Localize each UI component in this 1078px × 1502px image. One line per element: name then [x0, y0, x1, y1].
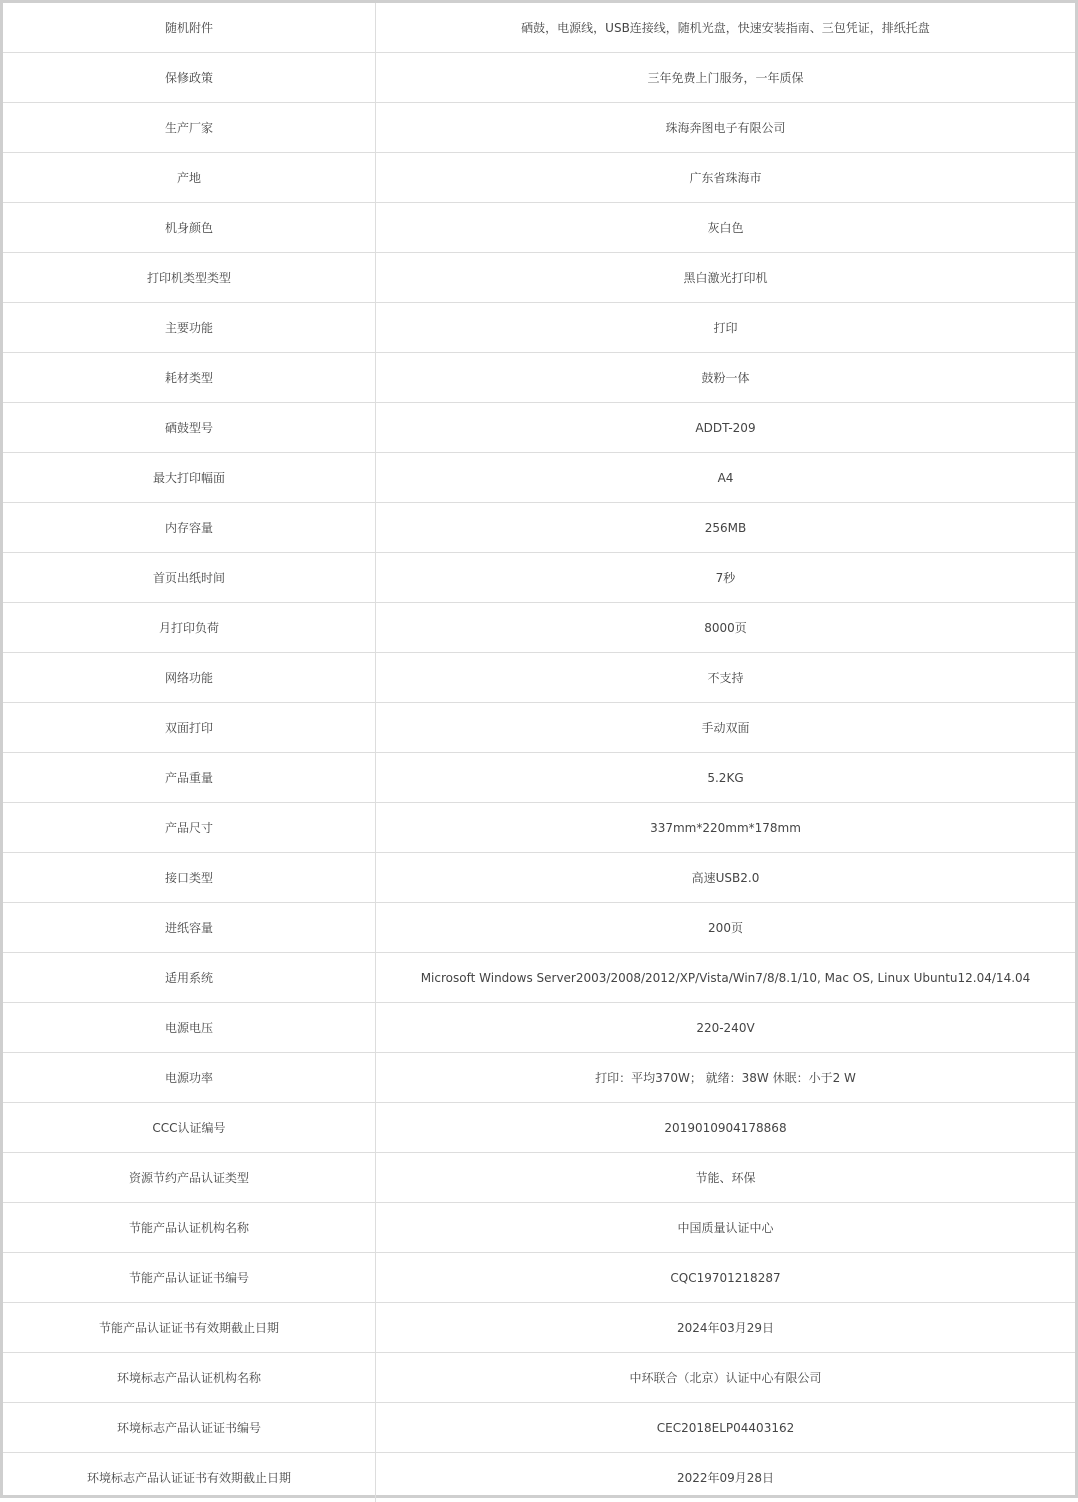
spec-value: 7秒 [376, 553, 1076, 603]
spec-row [3, 653, 1075, 703]
spec-label: 环境标志产品认证证书编号 [3, 1403, 376, 1453]
spec-row [3, 353, 1075, 403]
spec-value: 手动双面 [376, 703, 1076, 753]
spec-value: 广东省珠海市 [376, 153, 1076, 203]
spec-row [3, 153, 1075, 203]
spec-label: 主要功能 [3, 303, 376, 353]
spec-row [3, 803, 1075, 853]
spec-label: 节能产品认证证书编号 [3, 1253, 376, 1303]
spec-row [3, 403, 1075, 453]
spec-row [3, 53, 1075, 103]
spec-row [3, 1003, 1075, 1053]
spec-label: 电源电压 [3, 1003, 376, 1053]
spec-value: Microsoft Windows Server2003/2008/2012/XP/Vista/Win7/8/8.1/10, Mac OS, Linux Ubuntu12.04/14.04 [376, 953, 1076, 1003]
spec-row [3, 603, 1075, 653]
spec-label: 内存容量 [3, 503, 376, 553]
spec-value: CQC19701218287 [376, 1253, 1076, 1303]
spec-row [3, 703, 1075, 753]
spec-label: 硒鼓型号 [3, 403, 376, 453]
spec-label: 月打印负荷 [3, 603, 376, 653]
spec-value: ADDT-209 [376, 403, 1076, 453]
spec-row [3, 303, 1075, 353]
spec-value: 5.2KG [376, 753, 1076, 803]
spec-value: 打印：平均370W； 就绪：38W 休眠：小于2 W [376, 1053, 1076, 1103]
spec-value: 中环联合（北京）认证中心有限公司 [376, 1353, 1076, 1403]
spec-label: 电源功率 [3, 1053, 376, 1103]
spec-value: 8000页 [376, 603, 1076, 653]
spec-value: 打印 [376, 303, 1076, 353]
spec-row [3, 853, 1075, 903]
spec-value: 256MB [376, 503, 1076, 553]
spec-row [3, 203, 1075, 253]
spec-row [3, 1203, 1075, 1253]
spec-label: 接口类型 [3, 853, 376, 903]
spec-value: 2022年09月28日 [376, 1453, 1076, 1502]
spec-label: 双面打印 [3, 703, 376, 753]
spec-value: 灰白色 [376, 203, 1076, 253]
spec-value: A4 [376, 453, 1076, 503]
spec-row [3, 1103, 1075, 1153]
spec-value: 220-240V [376, 1003, 1076, 1053]
spec-label: 随机附件 [3, 3, 376, 53]
spec-label: 进纸容量 [3, 903, 376, 953]
spec-value: 高速USB2.0 [376, 853, 1076, 903]
spec-value: 2019010904178868 [376, 1103, 1076, 1153]
spec-value: 鼓粉一体 [376, 353, 1076, 403]
spec-value: 2024年03月29日 [376, 1303, 1076, 1353]
spec-value: 中国质量认证中心 [376, 1203, 1076, 1253]
spec-label: 首页出纸时间 [3, 553, 376, 603]
spec-label: 打印机类型类型 [3, 253, 376, 303]
spec-row [3, 1253, 1075, 1303]
spec-row [3, 903, 1075, 953]
spec-value: CEC2018ELP04403162 [376, 1403, 1076, 1453]
spec-label: 网络功能 [3, 653, 376, 703]
spec-row [3, 1453, 1075, 1502]
spec-row [3, 253, 1075, 303]
spec-label: 环境标志产品认证机构名称 [3, 1353, 376, 1403]
spec-value: 337mm*220mm*178mm [376, 803, 1076, 853]
spec-label: 产品尺寸 [3, 803, 376, 853]
spec-value: 珠海奔图电子有限公司 [376, 103, 1076, 153]
spec-value: 200页 [376, 903, 1076, 953]
spec-label: 最大打印幅面 [3, 453, 376, 503]
spec-row [3, 753, 1075, 803]
spec-table-body [3, 3, 1075, 1502]
spec-label: 产地 [3, 153, 376, 203]
spec-label: 节能产品认证证书有效期截止日期 [3, 1303, 376, 1353]
spec-row [3, 503, 1075, 553]
spec-label: 机身颜色 [3, 203, 376, 253]
spec-value: 黑白激光打印机 [376, 253, 1076, 303]
spec-value: 硒鼓，电源线，USB连接线，随机光盘，快速安装指南、三包凭证，排纸托盘 [376, 3, 1076, 53]
spec-row [3, 553, 1075, 603]
spec-row [3, 1303, 1075, 1353]
spec-row [3, 3, 1075, 53]
spec-row [3, 1403, 1075, 1453]
spec-row [3, 1353, 1075, 1403]
spec-label: 资源节约产品认证类型 [3, 1153, 376, 1203]
spec-label: 产品重量 [3, 753, 376, 803]
spec-value: 节能、环保 [376, 1153, 1076, 1203]
spec-label: 适用系统 [3, 953, 376, 1003]
spec-row [3, 1153, 1075, 1203]
spec-row [3, 1053, 1075, 1103]
spec-label: 耗材类型 [3, 353, 376, 403]
spec-row [3, 103, 1075, 153]
spec-value: 三年免费上门服务，一年质保 [376, 53, 1076, 103]
spec-label: CCC认证编号 [3, 1103, 376, 1153]
spec-label: 节能产品认证机构名称 [3, 1203, 376, 1253]
spec-row [3, 453, 1075, 503]
spec-table [3, 3, 1075, 1502]
spec-value: 不支持 [376, 653, 1076, 703]
spec-label: 生产厂家 [3, 103, 376, 153]
spec-row [3, 953, 1075, 1003]
spec-label: 环境标志产品认证证书有效期截止日期 [3, 1453, 376, 1502]
spec-label: 保修政策 [3, 53, 376, 103]
